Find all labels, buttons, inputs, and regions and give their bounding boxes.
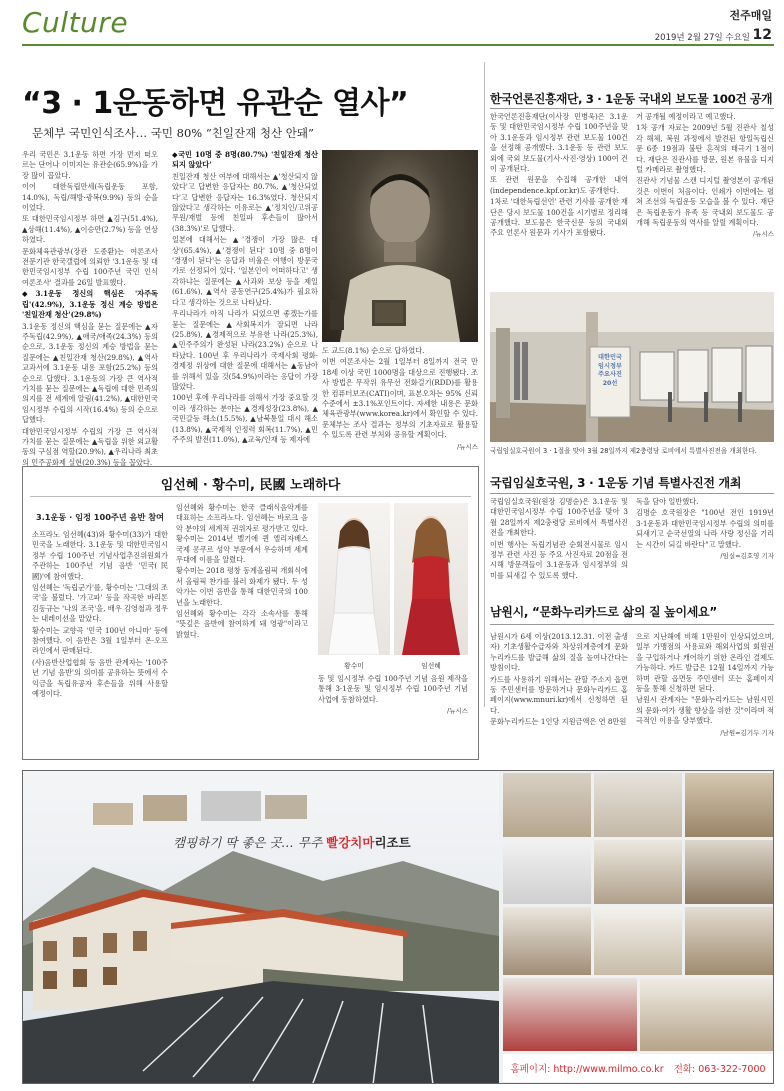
ad-homepage[interactable]: 홈페이지: http://www.milmo.co.kr	[510, 1064, 664, 1075]
culture-col1-p3: 문화누리카드는 1인당 지원금액은 연 8만원	[490, 717, 627, 727]
ad-photo-market	[503, 978, 637, 1051]
archive-col2-p2: 김명순 호국원장은 "100년 전인 1919년 3·1운동과 대한민국임시정부 수립의 의미를 되새기고 순국선열의 나라 사랑 정신을 기리는 시간이 되길 바란다"고 말했다.	[636, 508, 774, 549]
archive-rule	[490, 493, 774, 494]
exhibition-caption: 국립임실호국원이 3 · 1절을 맞아 3월 28일까지 제2충령당 로비에서 특별사진전을 개최한다.	[490, 447, 757, 455]
archive-column-1	[490, 497, 628, 582]
ad-photo-kitchen	[503, 907, 591, 975]
archive-headline: 국립임실호국원, 3 · 1운동 기념 특별사진전 개최	[490, 476, 742, 490]
page-number: 12	[752, 27, 772, 43]
culture-card-column-2	[636, 632, 774, 737]
press-column-2	[636, 112, 774, 238]
ad-photo-bedroom	[594, 907, 682, 975]
archive-column-2	[636, 497, 774, 560]
ad-photo-dining	[594, 840, 682, 904]
culture-card-byline: /남원=김기두 기자	[720, 728, 774, 737]
ad-contact-bar	[503, 1054, 773, 1082]
singer-right-icon	[394, 503, 468, 655]
concert-column-3	[318, 674, 468, 715]
culture-col2-p1: 으로 지난해에 비해 1만원이 인상되었으며, 일부 가맹점의 사용료와 해외사업의 회원권을 구입하거나 캐어하기 위한 온라인 결제도 가능하다. 카드 발급은 12월 14일까지 가능하며 관할 읍면동 주민센터 또는 홈페이지 등을 통해 신청하면 된다.	[636, 632, 774, 694]
main-col1-p2: 이어 대한독립만세(독립운동 포함, 14.0%), 독립/해방·광복(9.9%) 등의 순을 이었다.	[22, 182, 158, 213]
concert-byline: /뉴시스	[446, 707, 468, 716]
ad-photo-grid	[503, 773, 773, 1051]
concert-column-2	[176, 503, 308, 641]
hwang-sumi-caption: 황수미	[344, 662, 364, 670]
main-col2-p4: 우리나라가 아직 나라가 되었으면 좋겠는가를 묻는 질문에는 ▲사회복지가 잘되면 나라(25.8%), ▲경제적으로 부유한 나라(25.3%), ▲민주주의가 완성된 나라(23.2%) 순으로 나타났다. 100년 후 우리나라가 국제사회 평화·경제정 위상에 대한 질문에 대해서는 ▲동남아를 위해서 있을 것(54.9%)이라는 응답이 가장 많았다.	[172, 309, 318, 391]
portrait-icon	[322, 150, 478, 342]
ad-brand-suffix: 리조트	[374, 835, 411, 850]
concert-col3-p1: 동 및 임시정부 수립 100주년 기념 음원 제작을 통해 3·1운동 및 임시정부 수립 100주년 기념 사업에 동참하였다.	[318, 674, 468, 704]
concert-col2-p1: 임선혜와 황수미는 한국 클래식음악계를 대표하는 소프라노다. 임선혜는 바로크 음악 분야의 세계적 권위자로 평가받고 있다. 황수미는 2014년 벨기에 퀸 엘리자베스 국제 콩쿠르 성악 부문에서 우승하며 세계무대에 이름을 알렸다.	[176, 503, 308, 565]
culture-card-column-1	[490, 632, 628, 729]
main-col2-p2: 친일잔재 청산 여부에 대해서는 ▲'청산되지 않았다'고 답변한 응답자는 80.7%, ▲'청산되었다'고 답변한 응답자는 16.3%였다. 청산되지 않았다고 생각하는 이유로는 ▲'정치인/고위공무원/재벌 등에 친일파 후손들이 많아서(38.3%)'로 답했다.	[172, 171, 318, 233]
main-subhead: 문체부 국민인식조사… 국민 80% “친일잔재 청산 안돼”	[32, 126, 314, 140]
masthead-rule	[22, 44, 774, 46]
column-divider	[484, 62, 485, 707]
masthead	[0, 0, 784, 46]
resort-advertisement	[22, 770, 774, 1084]
archive-byline: /임실=김호영 기자	[720, 552, 774, 561]
ad-headline	[173, 833, 411, 851]
main-headline: “3 · 1운동하면 유관순 열사”	[22, 86, 409, 121]
main-col1-p3: 또 대한민국임시정부 하면 ▲김구(51.4%), ▲상해(11.4%), ▲이승만(2.7%) 등을 연상하였다.	[22, 214, 158, 245]
ad-phone[interactable]: 전화: 063-322-7000	[673, 1064, 766, 1075]
archive-col1-p1: 국립임실호국원(원장 김명순)은 3.1운동 및 대한민국임시정부 수립 100주년을 맞아 3월 28일까지 제2충령당 로비에서 특별사진전을 개최한다.	[490, 497, 628, 538]
main-col1-p4: 문화체육관광부(장관 도종환)는 여론조사 전문기관 한국갤럽에 의뢰한 '3.1운동 및 대한민국임시정부 수립 100주년 국민 인식 여론조사' 결과를 26일 발표했다.	[22, 246, 158, 287]
ad-tagline: 캠핑하기 딱 좋은 곳… 무주	[173, 835, 323, 850]
lim-sunhae-photo	[394, 503, 468, 655]
concert-headline: 임선혜 · 황수미, 民國 노래하다	[160, 478, 341, 493]
concert-rule	[30, 496, 471, 497]
culture-card-rule	[490, 624, 774, 625]
concert-subhead: 3.1운동 · 임정 100주년 음반 참여	[36, 512, 165, 522]
main-col2-p1: ◆국민 10명 중 8명(80.7%) '친일잔재 청산 되지 않았다'	[172, 150, 318, 170]
main-col1-p5: ◆3.1운동 정신의 핵심은 '자주독립'(42.9%), 3.1운동 정신 계승 방법은 '친일잔재 청산'(29.8%)	[22, 289, 158, 320]
exhibit-banner	[590, 354, 630, 388]
hwang-sumi-photo	[318, 503, 390, 655]
yu-gwan-sun-photo	[322, 150, 478, 342]
main-byline: /뉴시스	[456, 442, 478, 451]
main-col1-p7: 대한민국임시정부 수립의 가장 큰 역사적 가치를 묻는 질문에는 ▲독립을 위한 외교활동의 구심점 역할(20.9%), ▲우리나라 최초의 민주공화제 실현(20.3%) 등을 꼽았다.	[22, 426, 158, 467]
press-col2-p2: 1차 공개 자료는 2009년 5월 진관사 칠성각 해체, 복원 과정에서 발견된 항일독립신문 6종 19점과 불탄 흔적의 태극기 1점이다. 재단은 진관사를 방문, 원본 유물을 디지털 카메라로 촬영했다.	[636, 123, 774, 175]
main-column-1	[22, 150, 158, 469]
exhibition-photo	[490, 292, 774, 442]
press-rule	[490, 108, 774, 109]
ad-photo-tent	[685, 840, 773, 904]
resort-main-photo	[23, 771, 499, 1084]
press-col1-p1: 한국언론진흥재단(이사장 민병욱)은 3.1운동 및 대한민국임시정부 수립 100주년을 맞아 3.1운동과 임시정부 관련 보도물 100건을 선정해 공개했다. 3.1운동 등 관련 보도 외에 국외 보도물(기사·사진·영상) 100여 건이 공개된다.	[490, 112, 628, 174]
press-column-1	[490, 112, 628, 240]
concert-col1-p2: 임선혜는 '독립군가'를, 황수미는 '그대의 조국'을 불렀다. '가고파' 등을 작곡한 바리톤 김동규는 '나의 조국'을, 배우 김영철과 정우는 내레이션을 맡았다.	[32, 583, 168, 624]
main-col2-p5: 100년 후에 우리나라를 위해서 가장 중요할 것이라 생각하는 분야는 ▲경제성장(23.8%), ▲국민갈등 해소(15.5%), ▲남북통일 대시 해소(13.8%), ▲국제적 인정력 회복(11.7%), ▲민주주의 발전(11.0%), ▲교육/인재 등 제자에	[172, 393, 318, 444]
press-col2-p1: 거 공개될 예정이라고 예고했다.	[636, 112, 736, 121]
concert-col2-p3: 임선혜와 황수미는 각각 소속사를 통해 "뜻깊은 음반에 참여하게 돼 영광"이라고 밝혔다.	[176, 609, 308, 639]
singer-left-icon	[318, 503, 390, 655]
archive-col2-p1: 독을 담아 일반했다.	[636, 497, 699, 506]
ad-photo-hall	[640, 978, 773, 1051]
culture-col2-p2: 남원시 관계자는 "문화누리카드는 남원시민의 문화·여가 생활 향상을 위한 것"이라며 적극적인 이용을 당부했다.	[636, 695, 774, 726]
ad-photo-room-3	[685, 773, 773, 837]
concert-column-1	[32, 530, 168, 701]
exhibit-banner-line-2: 임시정부	[598, 362, 622, 370]
concert-col1-p1: 소프라노 임선혜(43)와 황수미(33)가 대한민국을 노래한다. 3.1운동 및 대한민국임시정부 수립 100주년 기념사업추진위원회가 주관하는 100주년 기념 음반 '민국(民國)'에 참여했다.	[32, 530, 168, 581]
press-col1-p2: 또 관련 원문을 수집해 공개한 내역(independence.kpf.or.kr)도 공개한다.	[490, 175, 628, 195]
concert-col1-p4: (사)음반산업협회 등 음반 관계자는 '100주년 기념 음반'의 의미를 공유하는 뜻에서 수익금을 독립유공자 후손들을 위해 사용할 예정이다.	[32, 657, 168, 699]
press-headline: 한국언론진흥재단, 3 · 1운동 국내외 보도물 100건 공개	[490, 92, 773, 106]
archive-col1-p2: 이번 행사는 독립기념관 순회전시물로 임시정부 관련 사진 등 주요 사진자료 20점을 전시해 방문객들이 3.1운동과 임시정부의 의미를 되새길 수 있도록 했다.	[490, 539, 628, 580]
main-col1-p6: 3.1운동 정신의 핵심을 묻는 질문에는 ▲자주독립(42.9%), ▲애국/애족(24.3%) 등의 순으로, 3.1운동 정신의 계승 방법을 묻는 질문에는 ▲친일잔재 청산(29.8%), ▲역사교과서에 3.1운동 내용 포함(25.2%) 등의 순으로 답했다. 3.1운동의 가장 큰 역사적 가치를 묻는 질문에는 ▲독립에 대한 민족의 의지를 전 세계에 알림(41.2%), ▲대한민국 임시정부 수립의 시작(16.4%) 등의 순으로 답했다.	[22, 321, 158, 425]
main-col1-p1: 우리 국민은 3.1운동 하면 가장 먼저 떠오르는 단어나 이미지는 유관순(65.9%)을 가장 많이 꼽았다.	[22, 150, 158, 180]
culture-col1-p2: 카드를 사용하기 위해서는 관할 주소지 읍면동 주민센터를 방문하거나 문화누리카드 홈페이지(www.mnuri.kr)에서 신청하면 된다.	[490, 674, 628, 715]
press-byline: /뉴시스	[752, 230, 774, 239]
culture-col1-p1: 남원시가 6세 이상(2013.12.31. 이전 출생자) 기초생활수급자와 차상위계층에게 문화누리카드를 발급해 삶의 질을 높여나간다는 방침이다.	[490, 632, 628, 673]
main-column-2	[172, 150, 318, 446]
press-col2-p3: 진관사 기념물 스캔 디지털 촬영본이 공개된 것은 이번이 처음이다. 인쇄가 이번에는 펼쳐 조선의 독립운동 모습을 볼 수 있다. 재단은 독립운동가 유족 등 국내외 보도물도 공개해 독립운동의 역사를 알릴 계획이다.	[636, 176, 774, 228]
exhibit-banner-line-1: 대한민국	[598, 354, 622, 361]
culture-card-headline: 남원시, “문화누리카드로 삶의 질 높이세요”	[490, 605, 717, 619]
ad-brand-red: 빨강치마	[326, 835, 375, 850]
paper-name: 전주매일	[729, 9, 772, 22]
exhibition-hall-icon	[490, 292, 774, 442]
concert-col2-p2: 황수미는 2018 평창 동계올림픽 개회식에서 올림픽 찬가를 불러 화제가 됐다. 두 성악가는 이번 음반을 통해 대한민국의 100년을 노래한다.	[176, 566, 308, 607]
exhibit-banner-line-3: 주요사진	[598, 371, 622, 378]
ad-photo-lounge	[685, 907, 773, 975]
main-col2-p3: 일본에 대해서는 ▲'경쟁이 가장 많은 대상'(65.4%), ▲'경쟁이 된다' 10명 중 8명이 '경쟁이 된다'는 응답과 비율은 여행이 방문국가로 선정되어 있다. '일본인이 어떠하다고' 생각하냐는 질문에는 ▲사과와 보상 등을 제일(61.6%), ▲역사 공동연구(25.4%)가 필요하다고 생각하는 것으로 나타났다.	[172, 235, 318, 307]
press-col1-p3: 1차로 '대한독립선언' 관련 기사를 공개한 재단은 당시 보도물 100건을 시기별로 정리해 공개했다. 보도물은 한국신문 등의 국내외 주요 언론사 원문과 기사가 포함됐다.	[490, 197, 628, 238]
main-col3-p1: 도 교드(8.1%) 순으로 답하였다.	[322, 346, 425, 355]
exhibit-banner-line-4: 20선	[602, 379, 618, 387]
main-column-3	[322, 346, 478, 451]
ad-photo-bath	[503, 840, 591, 904]
concert-col1-p3: 황수미는 교향곡 '민국 100년 아니마' 등에 참여했다. 이 음반은 3월 1일부터 온·오프라인에서 판매된다.	[32, 625, 168, 656]
main-col3-p2: 이번 여론조사는 2월 1일부터 8일까지 전국 만 18세 이상 국민 1000명을 대상으로 진행됐다. 조사 방법은 무작위 유무선 전화걸기(RDD)를 활용한 컴퓨터보조(CATI)이며, 표본오차는 95% 신뢰 수준에서 ±3.1%포인트이다. 자세한 내용은 문화체육관광부(www.korea.kr)에서 확인할 수 있다. 문체부는 조사 결과는 정부의 기초자료로 활용할 수 있도록 관련 부처와 공유할 계획이다.	[322, 357, 478, 440]
ad-photo-room-2	[594, 773, 682, 837]
issue-date: 2019년 2월 27일 수요일	[654, 33, 750, 43]
lim-sunhae-caption: 임선혜	[421, 662, 441, 670]
ad-photo-room-1	[503, 773, 591, 837]
section-title: Culture	[22, 6, 129, 39]
